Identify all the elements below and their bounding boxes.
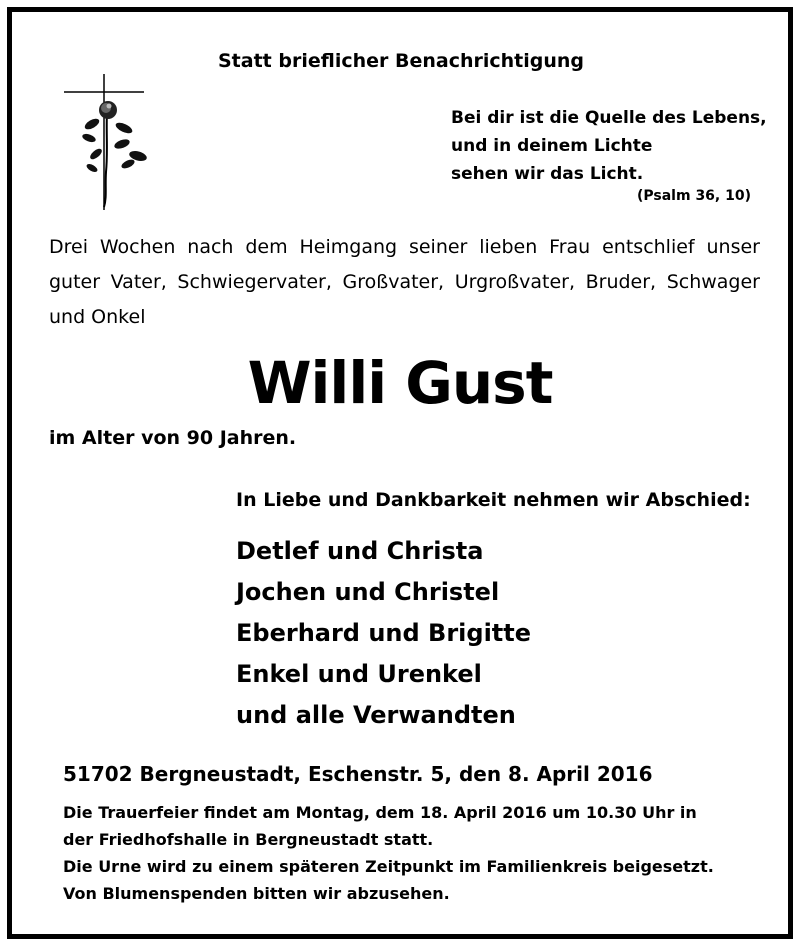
psalm-line: Bei dir ist die Quelle des Lebens, (451, 108, 767, 128)
psalm-reference: (Psalm 36, 10) (636, 188, 751, 204)
notice-line: Die Trauerfeier findet am Montag, dem 18. April 2016 um 10.30 Uhr in (63, 803, 697, 822)
mourner-line: Detlef und Christa (236, 537, 484, 565)
psalm-line: sehen wir das Licht. (451, 164, 644, 184)
notice-line: der Friedhofshalle in Bergneustadt statt. (63, 830, 434, 849)
mourner-line: Enkel und Urenkel (236, 660, 482, 688)
notice-line: Die Urne wird zu einem späteren Zeitpunkt im Familienkreis beigesetzt. (63, 857, 714, 876)
mourner-line: Jochen und Christel (236, 578, 500, 606)
funeral-notice (63, 799, 714, 907)
psalm-line: und in deinem Lichte (451, 136, 653, 156)
notice-line: Von Blumenspenden bitten wir abzusehen. (63, 884, 450, 903)
intro-text: Drei Wochen nach dem Heimgang seiner lieben Frau entschlief unser guter Vater, Schwiegervater, Großvater, Urgroßvater, Bruder, Schwager und Onkel (49, 236, 760, 328)
place-date: 51702 Bergneustadt, Eschenstr. 5, den 8. April 2016 (63, 762, 653, 786)
deceased-name: Willi Gust (247, 349, 553, 417)
header-text: Statt brieflicher Benachrichtigung (218, 50, 585, 72)
age-text: im Alter von 90 Jahren. (49, 427, 297, 449)
mourner-line: Eberhard und Brigitte (236, 619, 532, 647)
cross-with-rose-icon (62, 72, 152, 212)
mourner-line: und alle Verwandten (236, 701, 516, 729)
farewell-text: In Liebe und Dankbarkeit nehmen wir Abschied: (236, 489, 751, 511)
obituary-notice (7, 7, 793, 939)
